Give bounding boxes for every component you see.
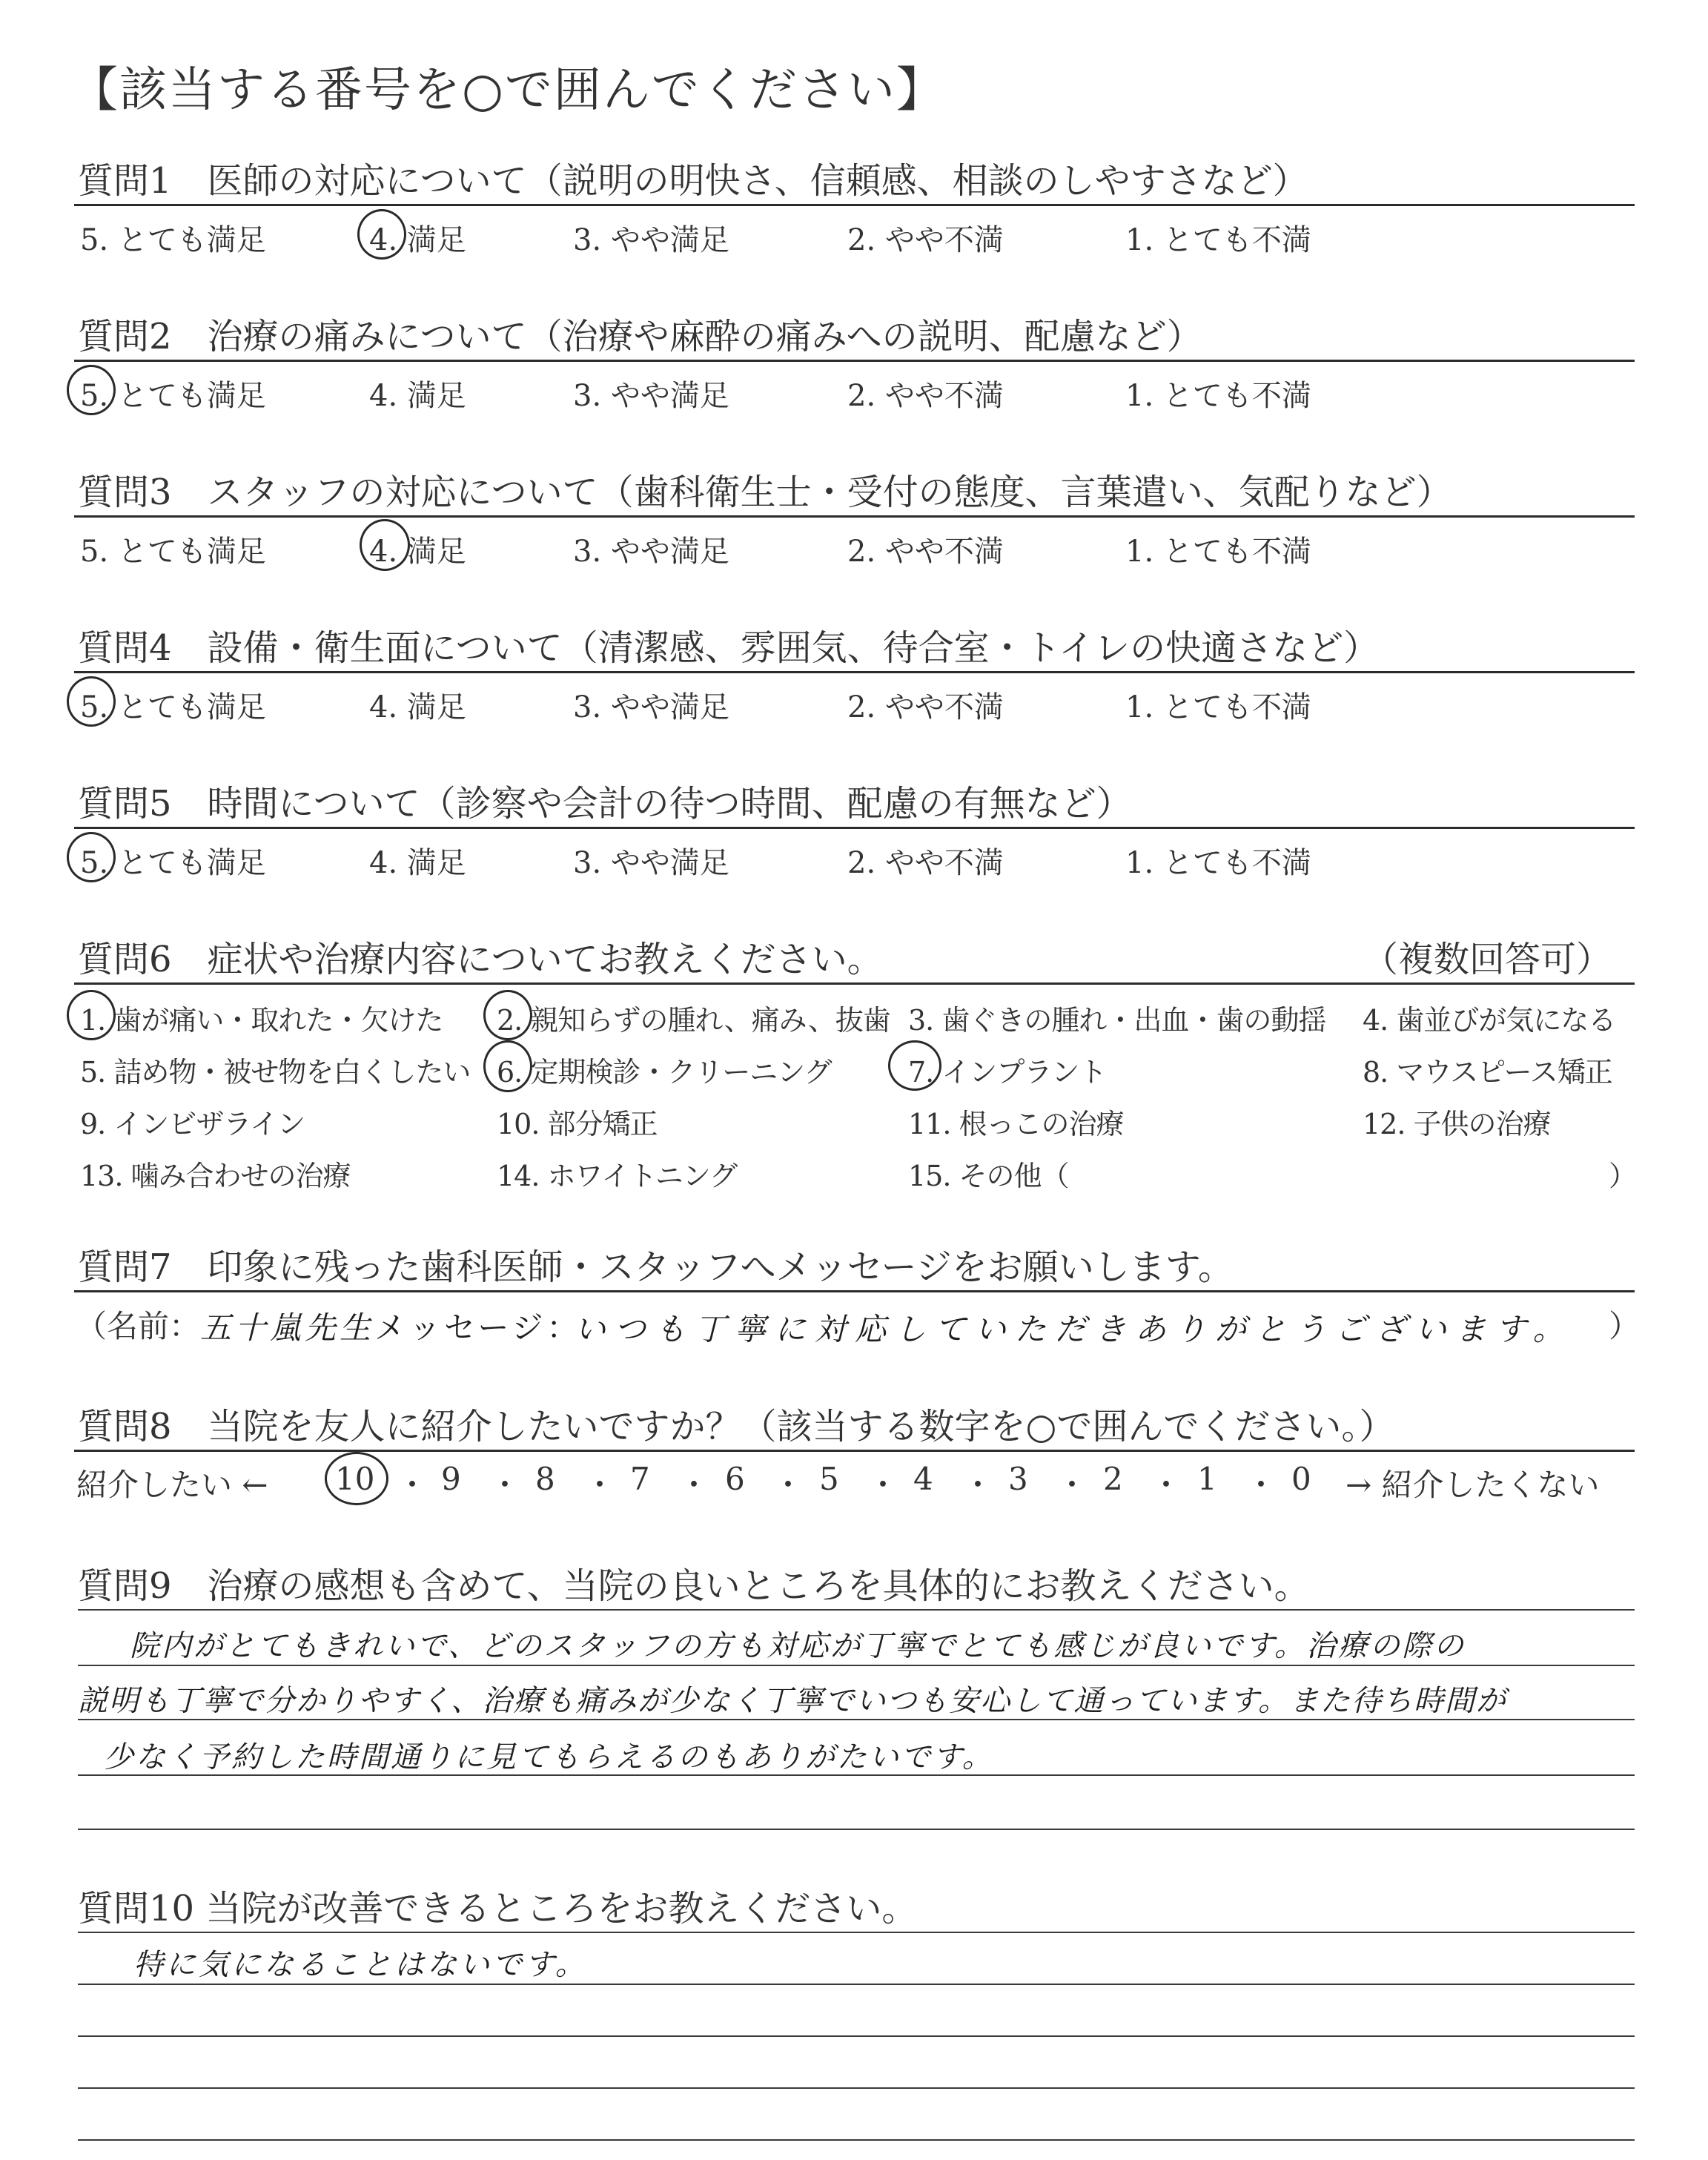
q8-score-5[interactable]: 5 bbox=[819, 1461, 839, 1497]
q2-option-1[interactable]: 1. とても不満 bbox=[1125, 379, 1311, 413]
q8-score-4[interactable]: 4 bbox=[913, 1461, 933, 1497]
q8-separator: ・ bbox=[1056, 1467, 1088, 1503]
q6-option-11[interactable]: 11. 根っこの治療 bbox=[908, 1108, 1124, 1140]
q5-selection-circle bbox=[67, 832, 116, 882]
q9-answer-line bbox=[78, 1609, 1635, 1611]
q4-option-4[interactable]: 4. 満足 bbox=[369, 690, 466, 724]
q2-option-5[interactable]: 5. とても満足 bbox=[80, 379, 266, 413]
q10-answer-text[interactable]: 特に気になることはないです。 bbox=[133, 1948, 588, 1982]
q5-option-2[interactable]: 2. やや不満 bbox=[847, 846, 1004, 880]
q8-score-7[interactable]: 7 bbox=[630, 1461, 650, 1497]
question-3-rule bbox=[74, 515, 1635, 518]
q8-separator: ・ bbox=[1245, 1467, 1277, 1503]
q6-option-9[interactable]: 9. インビザライン bbox=[80, 1108, 305, 1140]
q8-separator: ・ bbox=[489, 1467, 521, 1503]
q6-selection-circle-2 bbox=[483, 990, 532, 1040]
q2-selection-circle bbox=[67, 365, 116, 415]
q8-score-10[interactable]: 10 bbox=[335, 1461, 375, 1497]
q6-option-4[interactable]: 4. 歯並びが気になる bbox=[1363, 1004, 1616, 1037]
q8-separator: ・ bbox=[962, 1467, 994, 1503]
q4-option-1[interactable]: 1. とても不満 bbox=[1125, 690, 1311, 724]
q8-right-label: → 紹介したくない bbox=[1345, 1467, 1600, 1503]
q4-option-3[interactable]: 3. やや満足 bbox=[573, 690, 729, 724]
q8-score-3[interactable]: 3 bbox=[1008, 1461, 1028, 1497]
q8-separator: ・ bbox=[397, 1467, 428, 1503]
q10-answer-line bbox=[78, 2087, 1635, 2089]
q8-score-8[interactable]: 8 bbox=[535, 1461, 555, 1497]
q3-selection-circle bbox=[360, 519, 410, 571]
q8-score-2[interactable]: 2 bbox=[1103, 1461, 1123, 1497]
q8-separator: ・ bbox=[867, 1467, 899, 1503]
q6-option-13[interactable]: 13. 噛み合わせの治療 bbox=[80, 1160, 351, 1192]
question-10-title: 質問10 当院が改善できるところをお教えください。 bbox=[78, 1888, 918, 1929]
q3-option-3[interactable]: 3. やや満足 bbox=[573, 535, 729, 569]
q5-option-4[interactable]: 4. 満足 bbox=[369, 846, 466, 880]
q8-separator: ・ bbox=[584, 1467, 616, 1503]
question-2-rule bbox=[74, 360, 1635, 362]
q1-option-1[interactable]: 1. とても不満 bbox=[1125, 223, 1311, 257]
page-title: 【該当する番号を○で囲んでください】 bbox=[70, 63, 945, 118]
q5-option-5[interactable]: 5. とても満足 bbox=[80, 846, 266, 880]
q10-answer-line bbox=[78, 1932, 1635, 1933]
q1-option-5[interactable]: 5. とても満足 bbox=[80, 223, 266, 257]
q9-answer-text-3[interactable]: 少なく予約した時間通りに見てもらえるのもありがたいです。 bbox=[104, 1740, 994, 1774]
question-6-rule bbox=[74, 982, 1635, 985]
q8-left-label: 紹介したい ← bbox=[76, 1467, 268, 1503]
q7-close-paren: ） bbox=[1609, 1308, 1641, 1344]
q3-option-4[interactable]: 4. 満足 bbox=[369, 535, 466, 569]
question-8-rule bbox=[74, 1450, 1635, 1452]
question-1-title: 質問1 医師の対応について（説明の明快さ、信頼感、相談のしやすさなど） bbox=[78, 160, 1308, 202]
q6-option-7[interactable]: 7. インプラント bbox=[908, 1056, 1107, 1089]
q6-option-15[interactable]: 15. その他（ bbox=[908, 1160, 1069, 1192]
q1-option-4[interactable]: 4. 満足 bbox=[369, 223, 466, 257]
q6-option-2[interactable]: 2. 親知らずの腫れ、痛み、抜歯 bbox=[497, 1004, 890, 1037]
question-8-title: 質問8 当院を友人に紹介したいですか？（該当する数字を○で囲んでください。） bbox=[78, 1406, 1395, 1447]
question-4-title: 質問4 設備・衛生面について（清潔感、雰囲気、待合室・トイレの快適さなど） bbox=[78, 627, 1380, 669]
q1-selection-circle bbox=[357, 209, 406, 260]
q7-message-label: メッセージ： bbox=[374, 1309, 582, 1346]
q10-answer-line bbox=[78, 1984, 1635, 1985]
q8-separator: ・ bbox=[772, 1467, 804, 1503]
q7-name-value[interactable]: 五十嵐先生 bbox=[200, 1309, 375, 1346]
question-3-title: 質問3 スタッフの対応について（歯科衛生士・受付の態度、言葉遣い、気配りなど） bbox=[78, 472, 1452, 513]
q7-message-value[interactable]: いつも丁寧に対応していただきありがとうございます。 bbox=[575, 1311, 1573, 1347]
q6-option-6[interactable]: 6. 定期検診・クリーニング bbox=[497, 1056, 832, 1089]
question-7-title: 質問7 印象に残った歯科医師・スタッフへメッセージをお願いします。 bbox=[78, 1246, 1234, 1288]
question-6-title: 質問6 症状や治療内容についてお教えください。 bbox=[78, 939, 883, 980]
question-6-note: （複数回答可） bbox=[1363, 939, 1612, 980]
question-5-title: 質問5 時間について（診察や会計の待つ時間、配慮の有無など） bbox=[78, 783, 1132, 825]
q6-selection-circle-1 bbox=[67, 990, 116, 1040]
q6-other-close-paren: ） bbox=[1609, 1160, 1637, 1192]
q9-answer-text-1[interactable]: 院内がとてもきれいで、どのスタッフの方も対応が丁寧でとても感じが良いです。治療の際の bbox=[130, 1629, 1466, 1663]
q6-selection-circle-6 bbox=[483, 1040, 532, 1092]
question-7-rule bbox=[74, 1290, 1635, 1292]
q2-option-2[interactable]: 2. やや不満 bbox=[847, 379, 1004, 413]
q6-option-5[interactable]: 5. 詰め物・被せ物を白くしたい bbox=[80, 1056, 471, 1089]
q6-option-1[interactable]: 1. 歯が痛い・取れた・欠けた bbox=[80, 1004, 443, 1037]
question-4-rule bbox=[74, 671, 1635, 673]
q9-answer-text-2[interactable]: 説明も丁寧で分かりやすく、治療も痛みが少なく丁寧でいつも安心して通っています。また待ち時間が bbox=[78, 1684, 1507, 1718]
q9-answer-line bbox=[78, 1665, 1635, 1666]
q3-option-5[interactable]: 5. とても満足 bbox=[80, 535, 266, 569]
q8-score-0[interactable]: 0 bbox=[1291, 1461, 1311, 1497]
q8-score-1[interactable]: 1 bbox=[1197, 1461, 1217, 1497]
q3-option-1[interactable]: 1. とても不満 bbox=[1125, 535, 1311, 569]
q8-separator: ・ bbox=[678, 1467, 710, 1503]
q10-answer-line bbox=[78, 2139, 1635, 2141]
q8-score-6[interactable]: 6 bbox=[725, 1461, 745, 1497]
q5-option-1[interactable]: 1. とても不満 bbox=[1125, 846, 1311, 880]
question-5-rule bbox=[74, 827, 1635, 829]
q7-name-label: （名前： bbox=[76, 1308, 201, 1344]
q1-option-2[interactable]: 2. やや不満 bbox=[847, 223, 1004, 257]
q4-option-5[interactable]: 5. とても満足 bbox=[80, 690, 266, 724]
q6-option-8[interactable]: 8. マウスピース矯正 bbox=[1363, 1056, 1612, 1089]
q8-separator: ・ bbox=[1151, 1467, 1182, 1503]
question-9-title: 質問9 治療の感想も含めて、当院の良いところを具体的にお教えください。 bbox=[78, 1565, 1310, 1607]
q1-option-3[interactable]: 3. やや満足 bbox=[573, 223, 729, 257]
q3-option-2[interactable]: 2. やや不満 bbox=[847, 535, 1004, 569]
q5-option-3[interactable]: 3. やや満足 bbox=[573, 846, 729, 880]
q6-option-3[interactable]: 3. 歯ぐきの腫れ・出血・歯の動揺 bbox=[908, 1004, 1326, 1037]
question-1-rule bbox=[74, 204, 1635, 206]
q9-answer-line bbox=[78, 1829, 1635, 1830]
q8-score-9[interactable]: 9 bbox=[441, 1461, 461, 1497]
q6-option-14[interactable]: 14. ホワイトニング bbox=[497, 1160, 738, 1192]
q4-option-2[interactable]: 2. やや不満 bbox=[847, 690, 1004, 724]
q2-option-3[interactable]: 3. やや満足 bbox=[573, 379, 729, 413]
question-2-title: 質問2 治療の痛みについて（治療や麻酔の痛みへの説明、配慮など） bbox=[78, 316, 1202, 357]
q6-selection-circle-7 bbox=[888, 1040, 941, 1091]
q6-option-12[interactable]: 12. 子供の治療 bbox=[1363, 1108, 1551, 1140]
q10-answer-line bbox=[78, 2035, 1635, 2037]
q8-selection-circle bbox=[325, 1452, 388, 1505]
q2-option-4[interactable]: 4. 満足 bbox=[369, 379, 466, 413]
q6-option-10[interactable]: 10. 部分矯正 bbox=[497, 1108, 658, 1140]
q4-selection-circle bbox=[67, 676, 116, 727]
